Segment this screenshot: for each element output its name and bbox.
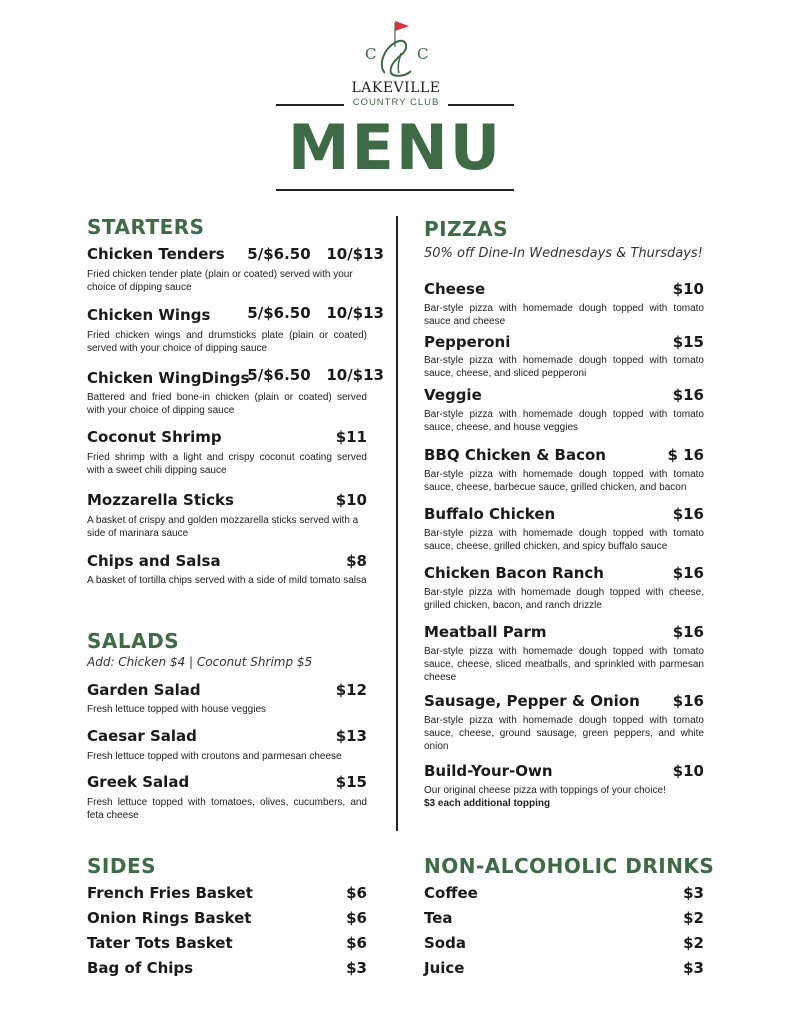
item-name: Coconut Shrimp xyxy=(87,428,222,446)
item-name: Coffee xyxy=(424,884,478,902)
item-name: Onion Rings Basket xyxy=(87,909,252,927)
logo-letter-right: C xyxy=(417,45,429,63)
item-name: Chicken WingDings xyxy=(87,369,250,387)
item-price: $3 xyxy=(683,959,704,977)
item-description: Battered and fried bone-in chicken (plain or coated) served with your choice of dipping sauce xyxy=(87,392,367,416)
item-name: Pepperoni xyxy=(424,333,511,351)
item-name: Veggie xyxy=(424,386,482,404)
item-price: $6 xyxy=(346,934,367,952)
item-price: $3 xyxy=(683,884,704,902)
item-description: Fresh lettuce topped with croutons and parmesan cheese xyxy=(87,751,342,762)
item-name: Bag of Chips xyxy=(87,959,194,977)
club-name: LAKEVILLE xyxy=(351,80,441,96)
club-subtitle: COUNTRY CLUB xyxy=(352,97,440,108)
column-divider xyxy=(396,216,398,831)
salads-note: Add: Chicken $4 | Coconut Shrimp $5 xyxy=(87,655,313,669)
item-name: Meatball Parm xyxy=(424,623,547,641)
pizzas-title: PIZZAS xyxy=(424,217,508,241)
item-name: Tater Tots Basket xyxy=(87,934,233,952)
header-bottom-rule xyxy=(276,189,514,191)
item-price: $6 xyxy=(346,909,367,927)
item-price: 5/$6.50 10/$13 xyxy=(247,366,384,384)
item-price: $16 xyxy=(672,692,704,710)
item-price: 5/$6.50 10/$13 xyxy=(247,245,384,263)
item-name: Chicken Tenders xyxy=(87,245,225,263)
item-name: Tea xyxy=(424,909,453,927)
item-price: $2 xyxy=(683,909,704,927)
item-name: Chips and Salsa xyxy=(87,552,221,570)
item-name: Cheese xyxy=(424,280,486,298)
item-price: $12 xyxy=(335,681,367,699)
item-name: Soda xyxy=(424,934,466,952)
item-description: Fried shrimp with a light and crispy coconut coating served with a sweet chili dipping sauce xyxy=(87,452,367,476)
item-name: Chicken Wings xyxy=(87,306,211,324)
item-name: Buffalo Chicken xyxy=(424,505,556,523)
pizzas-note: 50% off Dine-In Wednesdays & Thursdays! xyxy=(424,246,703,261)
item-price: $16 xyxy=(672,564,704,582)
item-description: Bar-style pizza with homemade dough topped with tomato sauce and cheese xyxy=(424,303,704,327)
item-description: Bar-style pizza with homemade dough topped with tomato sauce, cheese, ground sausage, green peppers, and white onion xyxy=(424,715,704,752)
item-price: $10 xyxy=(672,762,704,780)
logo-letter-left: C xyxy=(365,45,377,63)
item-description: Bar-style pizza with homemade dough topped with tomato sauce, cheese, barbecue sauce, grilled chicken, and bacon xyxy=(424,469,704,493)
item-name: Juice xyxy=(424,959,465,977)
item-price: $ 16 xyxy=(667,446,704,464)
item-price: $3 xyxy=(346,959,367,977)
item-price: $8 xyxy=(346,552,367,570)
item-price: $6 xyxy=(346,884,367,902)
item-name: Sausage, Pepper & Onion xyxy=(424,692,640,710)
menu-title: MENU xyxy=(287,111,503,184)
item-price: $11 xyxy=(335,428,367,446)
item-price: $10 xyxy=(335,491,367,509)
item-description: Bar-style pizza with homemade dough topped with cheese, grilled chicken, bacon, and ranch drizzle xyxy=(424,587,704,611)
item-name: Greek Salad xyxy=(87,773,190,791)
item-name: Build-Your-Own xyxy=(424,762,553,780)
item-price: $10 xyxy=(672,280,704,298)
item-name: French Fries Basket xyxy=(87,884,253,902)
club-logo xyxy=(355,15,435,85)
item-price: $13 xyxy=(335,727,367,745)
item-price: $16 xyxy=(672,623,704,641)
item-price: $15 xyxy=(335,773,367,791)
item-description: Fresh lettuce topped with house veggies xyxy=(87,704,266,715)
item-description: A basket of tortilla chips served with a side of mild tomato salsa xyxy=(87,575,367,586)
item-name: Garden Salad xyxy=(87,681,201,699)
item-price: $15 xyxy=(672,333,704,351)
salads-title: SALADS xyxy=(87,629,180,653)
sides-title: SIDES xyxy=(87,854,157,878)
item-name: Chicken Bacon Ranch xyxy=(424,564,604,582)
item-name: Caesar Salad xyxy=(87,727,197,745)
item-name: Mozzarella Sticks xyxy=(87,491,234,509)
item-description: Bar-style pizza with homemade dough topped with tomato sauce, cheese, and house veggies xyxy=(424,409,704,433)
item-price: $16 xyxy=(672,505,704,523)
item-description: Our original cheese pizza with toppings of your choice! xyxy=(424,785,666,796)
item-description: Fresh lettuce topped with tomatoes, olives, cucumbers, and feta cheese xyxy=(87,797,367,821)
item-price: $2 xyxy=(683,934,704,952)
item-name: BBQ Chicken & Bacon xyxy=(424,446,606,464)
item-description: Bar-style pizza with homemade dough topped with tomato sauce, cheese, sliced meatballs, and sprinkled with parmesan cheese xyxy=(424,646,704,683)
item-description: Bar-style pizza with homemade dough topped with tomato sauce, cheese, and sliced pepperoni xyxy=(424,355,704,379)
item-description: A basket of crispy and golden mozzarella sticks served with a side of marinara sauce xyxy=(87,515,359,539)
item-description: Fried chicken wings and drumsticks plate (plain or coated) served with your choice of dipping sauce xyxy=(87,330,367,354)
item-description-bold: $3 each additional topping xyxy=(424,798,551,809)
drinks-title: NON-ALCOHOLIC DRINKS xyxy=(424,854,715,878)
header-rule-right xyxy=(448,104,514,106)
item-price: $16 xyxy=(672,386,704,404)
item-price: 5/$6.50 10/$13 xyxy=(247,304,384,322)
starters-title: STARTERS xyxy=(87,215,205,239)
item-description: Bar-style pizza with homemade dough topped with tomato sauce, cheese, grilled chicken, and spicy buffalo sauce xyxy=(424,528,704,552)
item-description: Fried chicken tender plate (plain or coated) served with your choice of dipping sauce xyxy=(87,269,353,293)
